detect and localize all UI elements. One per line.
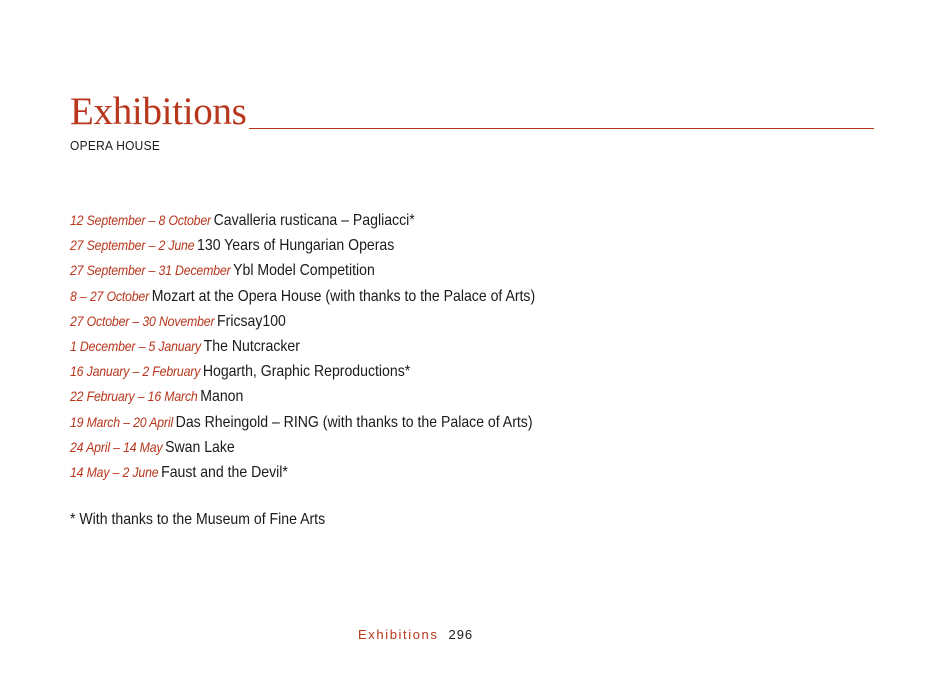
list-item — [70, 411, 535, 436]
exhibition-title: Das Rheingold – RING (with thanks to the Palace of Arts) — [175, 413, 533, 431]
exhibition-title: Mozart at the Opera House (with thanks to the Palace of Arts) — [151, 287, 536, 305]
exhibition-title: Faust and the Devil* — [161, 463, 288, 481]
list-item — [70, 209, 535, 234]
footer-section-label: Exhibitions — [358, 627, 439, 642]
list-item — [70, 335, 535, 360]
exhibition-dates: 24 April – 14 May — [70, 438, 163, 455]
list-item — [70, 360, 535, 385]
exhibition-title: Swan Lake — [165, 438, 235, 456]
exhibition-list — [70, 209, 599, 486]
list-item — [70, 385, 535, 410]
exhibition-title: 130 Years of Hungarian Operas — [197, 237, 395, 255]
footnote: * With thanks to the Museum of Fine Arts — [70, 511, 326, 528]
exhibition-title: The Nutcracker — [203, 337, 300, 355]
exhibition-dates: 1 December – 5 January — [70, 337, 202, 354]
exhibition-title: Manon — [200, 388, 244, 406]
list-item — [70, 461, 535, 486]
exhibition-dates: 27 October – 30 November — [70, 312, 215, 329]
list-item — [70, 259, 535, 284]
page-header — [70, 92, 874, 131]
page-footer — [358, 627, 473, 642]
exhibition-title: Hogarth, Graphic Reproductions* — [202, 363, 411, 381]
list-item — [70, 234, 535, 259]
list-item — [70, 285, 535, 310]
exhibition-dates: 14 May – 2 June — [70, 463, 159, 480]
page-title: Exhibitions — [70, 90, 247, 133]
exhibition-title: Ybl Model Competition — [233, 262, 375, 280]
list-item — [70, 436, 535, 461]
section-subtitle: OPERA HOUSE — [70, 138, 161, 153]
exhibition-dates: 19 March – 20 April — [70, 413, 174, 430]
exhibition-dates: 27 September – 2 June — [70, 237, 195, 254]
exhibition-title: Fricsay100 — [217, 312, 286, 330]
exhibition-dates: 16 January – 2 February — [70, 363, 201, 380]
exhibition-title: Cavalleria rusticana – Pagliacci* — [213, 212, 415, 229]
exhibition-dates: 27 September – 31 December — [70, 262, 231, 279]
exhibition-dates: 8 – 27 October — [70, 287, 150, 304]
title-rule — [249, 128, 874, 129]
list-item — [70, 310, 535, 335]
exhibition-dates: 22 February – 16 March — [70, 388, 198, 405]
exhibition-dates: 12 September – 8 October — [70, 212, 211, 228]
page-number: 296 — [448, 627, 474, 642]
